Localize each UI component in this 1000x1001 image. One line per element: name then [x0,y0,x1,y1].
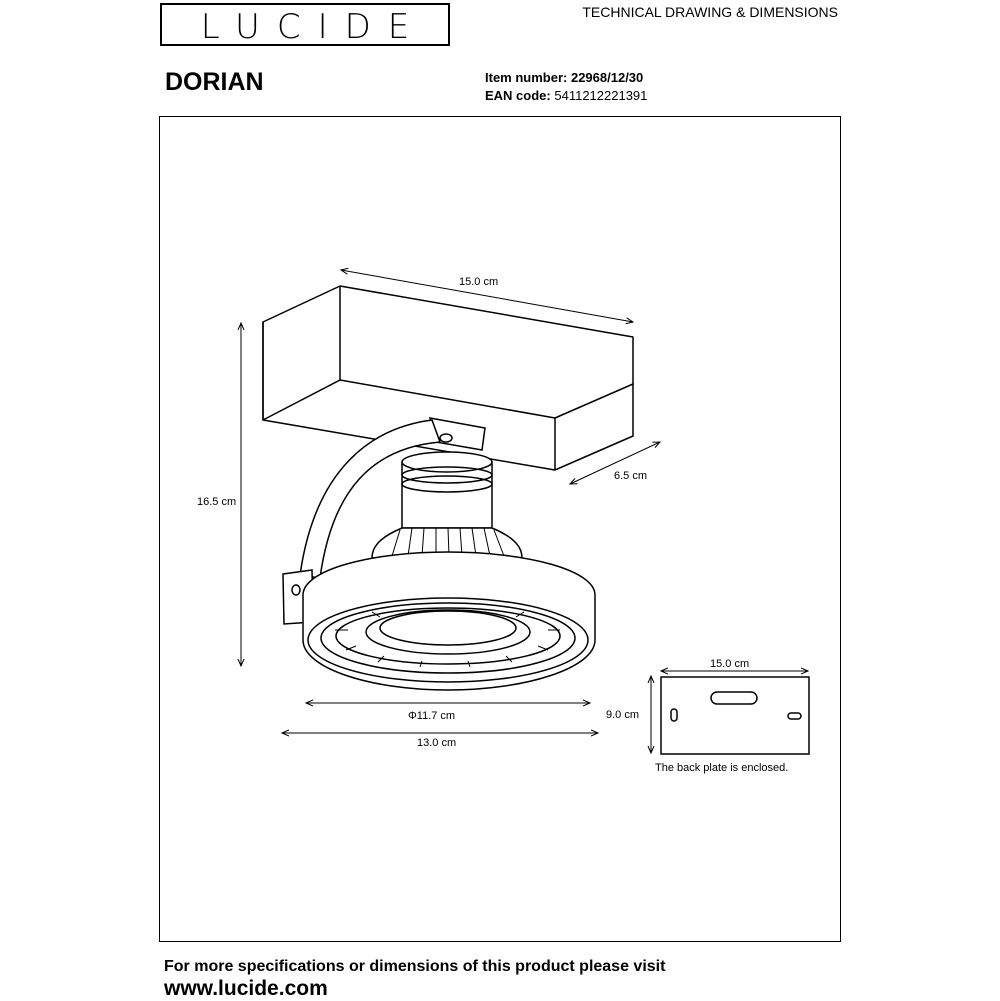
footer-text: For more specifications or dimensions of this product please visit [164,958,666,975]
width-bottom-label: 13.0 cm [417,737,457,749]
back-plate [661,677,809,754]
height-label: 16.5 cm [197,496,237,508]
document-type: TECHNICAL DRAWING & DIMENSIONS [582,4,838,20]
product-name: DORIAN [165,68,264,96]
footer-url[interactable]: www.lucide.com [164,977,328,1000]
lamp-head [303,552,595,690]
depth-label: 6.5 cm [614,470,648,482]
item-number-label: Item number: [485,70,568,85]
width-top-label: 15.0 cm [459,276,499,288]
lamp-neck [372,452,522,558]
logo-text: LUCIDE [200,7,427,47]
plate-height-label: 9.0 cm [606,709,640,721]
plate-width-label: 15.0 cm [710,658,750,670]
ean-label: EAN code: [485,88,551,103]
item-number: 22968/12/30 [570,70,644,85]
ean-code: 5411212221391 [554,88,648,103]
back-plate-note: The back plate is enclosed. [655,762,789,774]
diameter-label: Φ11.7 cm [408,710,456,722]
